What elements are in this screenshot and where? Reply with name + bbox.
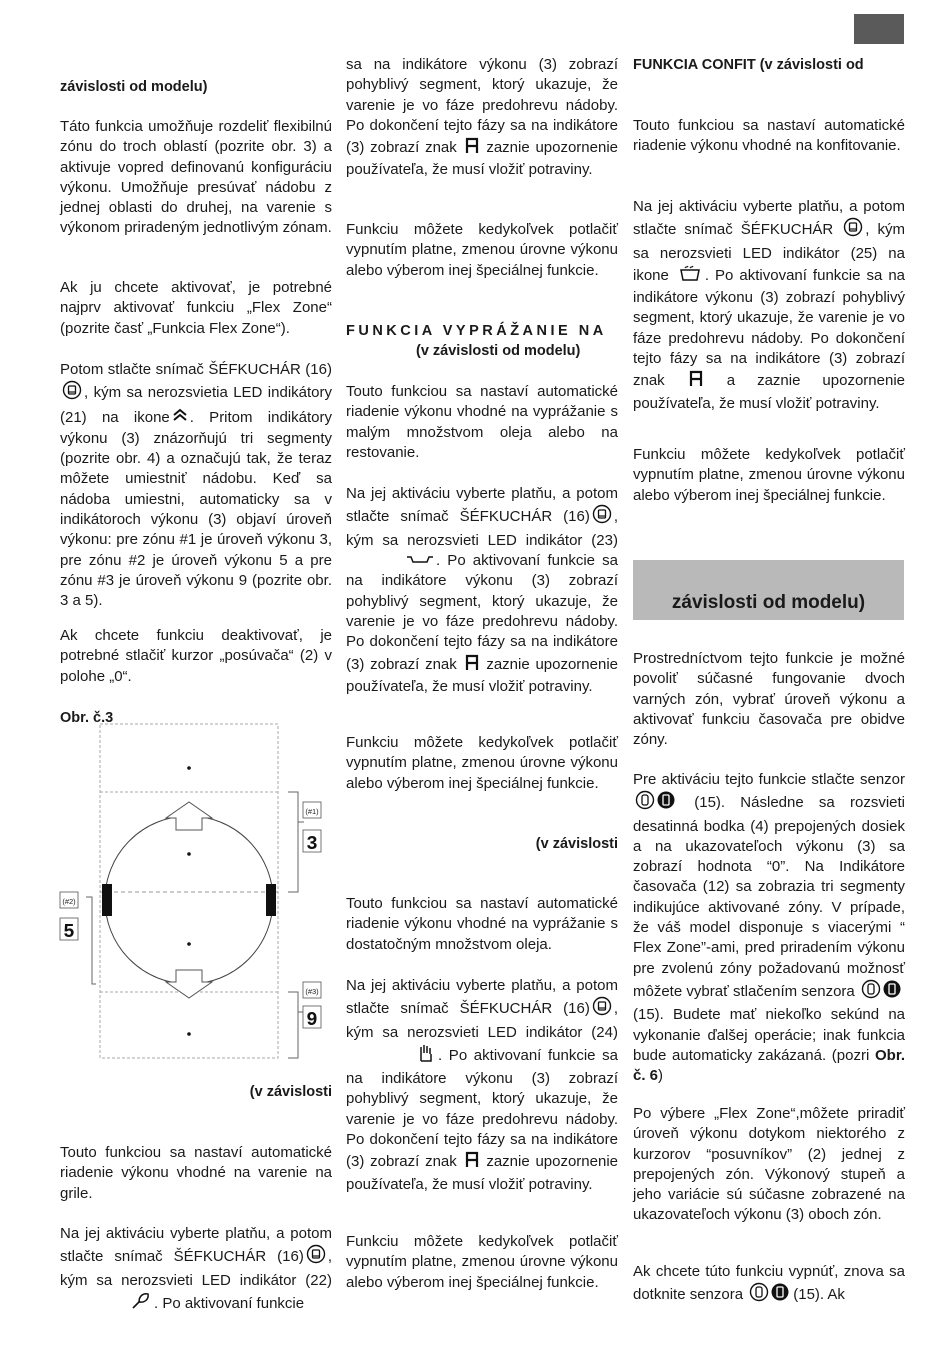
paragraph: Funkciu môžete kedykoľvek potlačiť vypnutím platne, zmenou úrovne výkonu alebo výberom inej špeciálnej funkcie. (346, 221, 618, 279)
section-title: závislosti od modelu) (671, 592, 866, 613)
chef-sensor-icon (592, 504, 612, 530)
paragraph: Touto funkciou sa nastaví automatické riadenie výkonu vhodné na vyprážanie s dostatočným množstvom oleja. (346, 895, 618, 953)
chevrons-up-icon (172, 407, 188, 429)
paragraph: Touto funkciou sa nastaví automatické riadenie výkonu vhodné na konfitovanie. (633, 117, 905, 155)
paragraph: Funkciu môžete kedykoľvek potlačiť vypnutím platne, zmenou úrovne výkonu alebo výberom inej špeciálnej funkcie. (346, 734, 618, 792)
paragraph: Pre aktiváciu tejto funkcie stlačte senzor (15). Následne sa rozsvieti desatinná bodka (4) prepojených dosiek a na ukazovateľoch výkonu (3) sa zobrazí hodnota “0”. Na Indikátore časovača (12) sa zobrazia tri segmenty indikujúce aktivované zóny. V prípade, že váš model disponuje s viacerými “ Flex Zone”-ami, pred priradením výkonu pre zvolenú zóny požadovanú možnosť môžete vybrať stlačením senzora (15). Budete mať niekoľko sekúnd na vykonanie ďalšej operácie; inak funkcia bude automaticky zakázaná. (pozri Obr. č. 6) (633, 771, 905, 1085)
zone-2-level: 5 (63, 921, 75, 943)
zone-1-label: (#1) (305, 807, 319, 816)
paragraph: Ak ju chcete aktivovať, je potrebné najprv aktivovať funkciu „Flex Zone“ (pozrite časť „Funkcia Flex Zone“). (60, 279, 332, 337)
paragraph: Po výbere „Flex Zone“,môžete priradiť úroveň výkonu dotykom niektorého z kurzorov “posuvníkov” (2) jednej z prepojených zón. Výkonový stupeň a jeho variácie sú súčasne zobrazené na ukazovateľoch výkonu (3) oboch zón. (633, 1105, 905, 1224)
pot-icon (677, 264, 703, 288)
paragraph: Touto funkciou sa nastaví automatické riadenie výkonu vhodné na varenie na grile. (60, 1144, 332, 1202)
page-tab-marker (854, 14, 904, 44)
chef-sensor-icon (306, 1244, 326, 1270)
zone-3-level: 9 (306, 1009, 318, 1031)
chef-sensor-icon (843, 217, 863, 243)
display-A-icon (465, 1150, 479, 1174)
section-heading: (v závislosti (535, 836, 618, 852)
figure-reference: Obr. č. 6 (633, 1046, 905, 1085)
paragraph: Prostredníctvom tejto funkcie je možné povoliť súčasné fungovanie dvoch varných zón, vybrať úroveň výkonu a aktivovať funkciu časovača pre obidve zóny. (633, 650, 905, 749)
flex-zone-sensor-icon (861, 979, 903, 1005)
paragraph: Ak chcete túto funkciu vypnúť, znova sa dotknite senzora (15). Ak (633, 1262, 905, 1309)
display-A-icon (465, 653, 479, 677)
paragraph: Na jej aktiváciu vyberte platňu, a potom stlačte snímač ŠÉFKUCHÁR (16) , kým sa nerozsvieti LED indikátor (24) . Po aktivovaní funkcie sa na indikátore výkonu (3) zobrazí pohyblivý segment, ktorý ukazuje, že varenie je vo fáze predohrevu nádoby. Po dokončení tejto fázy sa na indikátore (3) zobrazí znak zaznie upozornenie používateľa, že musí vložiť potraviny. (346, 977, 619, 1193)
section-heading: závislosti od modelu) (60, 79, 208, 95)
paragraph: Táto funkcia umožňuje rozdeliť flexibilnú zónu do troch oblastí (pozrite obr. 3) a aktivuje vopred definovanú konfiguráciu výkonu. Umožňuje presúvať nádobu z jednej oblasti do druhej, na varenie s výkonom priradeným jednotlivým zónam. (60, 118, 332, 237)
section-heading: (v závislosti (249, 1084, 332, 1100)
zone-3-label: (#3) (305, 987, 319, 996)
paragraph: sa na indikátore výkonu (3) zobrazí pohyblivý segment, ktorý ukazuje, že varenie je vo fáze predohrevu nádoby. Po dokončení tejto fázy sa na indikátore (3) zobrazí znak zaznie upozornenie používateľa, že musí vložiť potraviny. (346, 56, 619, 179)
paragraph: Ak chcete funkciu deaktivovať, je potrebné stlačiť kurzor „posúvača“ (2) v polohe „0“. (60, 627, 332, 685)
figure-label: Obr. č.3 (60, 710, 114, 726)
display-A-icon (465, 136, 479, 160)
figure-3-diagram (58, 722, 328, 1062)
grill-icon (130, 1291, 152, 1317)
paragraph: Potom stlačte snímač ŠÉFKUCHÁR (16), kým sa nerozsvietia LED indikátory (21) na ikone . Pritom indikátory výkonu (3) znázorňujú tri segmenty (pozrite obr. 4) a označujú tak, že teraz môžete umiestniť nádobu. Keď sa nádoba umiestni, automaticky sa v indikátoroch výkonu (3) objaví úroveň výkonu: pre zónu #1 je úroveň výkonu 3, pre zónu #2 je úroveň výkonu 5 a pre zónu #3 je úroveň výkonu 9 (pozrite obr. 3 a 5). (60, 361, 332, 610)
paragraph: Na jej aktiváciu vyberte platňu, a potom stlačte snímač ŠÉFKUCHÁR (16) , kým sa nerozsvieti LED indikátor (22) . Po aktivovaní funkcie (60, 1224, 332, 1317)
display-A-icon (689, 369, 703, 393)
zone-1-level: 3 (306, 833, 318, 855)
paragraph: Touto funkciou sa nastaví automatické riadenie výkonu vhodné na vyprážanie s malým množstvom oleja alebo na restovanie. (346, 383, 618, 461)
paragraph: Na jej aktiváciu vyberte platňu, a potom stlačte snímač ŠÉFKUCHÁR , kým sa nerozsvieti LED indikátor (25) na ikone . Po aktivovaní funkcie sa na indikátore výkonu (3) zobrazí pohyblivý segment, ktorý ukazuje, že varenie je vo fáze predohrevu nádoby. Po dokončení tejto fázy sa na indikátore (3) zobrazí znak a zaznie upozornenie používateľa, že musí vložiť potraviny. (633, 198, 906, 412)
hand-icon (416, 1043, 436, 1069)
paragraph: Funkciu môžete kedykoľvek potlačiť vypnutím platne, zmenou úrovne výkonu alebo výberom inej špeciálnej funkcie. (633, 446, 905, 504)
chef-sensor-icon (592, 996, 612, 1022)
flex-zone-sensor-icon (635, 790, 677, 816)
section-heading: (v závislosti od modelu) (416, 343, 581, 359)
zone-2-label: (#2) (62, 897, 76, 906)
section-heading: FUNKCIA CONFIT (v závislosti od (633, 57, 864, 73)
flex-zone-sensor-icon (749, 1282, 791, 1308)
section-heading: FUNKCIA VYPRÁŽANIE NA (346, 323, 607, 339)
chef-sensor-icon (62, 380, 82, 406)
paragraph: Funkciu môžete kedykoľvek potlačiť vypnutím platne, zmenou úrovne výkonu alebo výberom inej špeciálnej funkcie. (346, 1233, 618, 1291)
section-title-bar (633, 560, 904, 620)
pan-icon (406, 551, 434, 571)
paragraph: Na jej aktiváciu vyberte platňu, a potom stlačte snímač ŠÉFKUCHÁR (16) , kým sa nerozsvieti LED indikátor (23) . Po aktivovaní funkcie sa na indikátore výkonu (3) zobrazí pohyblivý segment, ktorý ukazuje, že varenie je vo fáze predohrevu nádoby. Po dokončení tejto fázy sa na indikátore (3) zobrazí znak zaznie upozornenie používateľa, že musí vložiť potraviny. (346, 485, 619, 695)
